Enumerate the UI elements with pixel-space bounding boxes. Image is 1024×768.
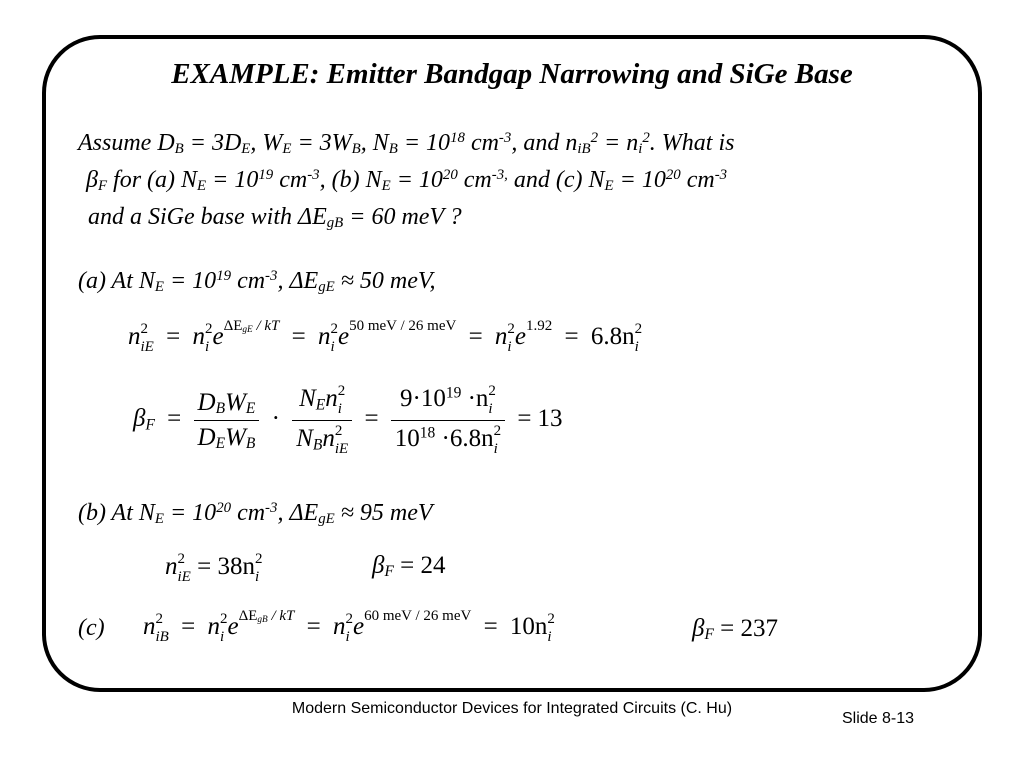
equation-niB-c: n 2 iB = n 2 i $e^{\Delta E_{gB} / kT} = n$ 2 i $e^{60 meV / 26 meV} = 10n$ 2 i	[143, 607, 555, 645]
slide-title: EXAMPLE: Emitter Bandgap Narrowing and SiGe Base	[171, 58, 853, 90]
fraction-dw: $\frac{D_BW_E}{D_EW_B}$	[194, 389, 260, 452]
slide-number: Slide 8-13	[842, 710, 915, 727]
problem-line-3: and a SiGe base with $\Delta E_{gB} = 60$ meV ?	[88, 204, 462, 231]
equation-niE-squared: n 2 iE = n 2 i $e^{\Delta E_{gE} / kT} = n$ 2 i $e^{50 meV / 26 meV} = n$ 2 i $e^{1.92} = 6.8n$ 2 i	[128, 317, 643, 355]
problem-statement	[78, 125, 978, 236]
equation-beta-f-b: $\beta_F = 24$	[372, 552, 446, 581]
part-c-label: (c)	[78, 615, 105, 641]
equation-beta-f-c: $\beta_F = 237$	[692, 615, 779, 644]
problem-line-2: $\beta_F$ for (a) $N_E = 10^{19}$ $cm^{-3}$, (b) $N_E = 10^{20}$ $cm^{-3,}$ and (c) $N_E = 10^{20}$ $cm^{-3}$	[86, 166, 728, 194]
part-b-heading: (b) At $N_E = 10^{20}$ $cm^{-3}$, $\Delta E_{gE} \approx 95$ meV	[78, 499, 433, 527]
problem-line-1: Assume $D_B = 3D_E$, $W_E = 3W_B$, $N_B = 10^{18}$ $cm^{-3}$, and $n_{iB}^2 = n_i^2$. What is	[78, 129, 735, 157]
fraction-nn: $N_En$ 2 i $N_Bn$ 2 iE	[292, 384, 352, 457]
equation-niE-b: n 2 iE = 38n 2 i	[165, 551, 263, 585]
equation-beta-f-a: $\beta_F$ = $\frac{D_BW_E}{D_EW_B}$ · $N_En$ 2 i $N_Bn$ 2 iE = $9\cdot 10^{19} \cdot n$ 2 i $10^{18} \cdot 6.8n$ 2 i = 13	[133, 383, 563, 457]
slide-footer: Modern Semiconductor Devices for Integrated Circuits (C. Hu)	[291, 700, 733, 717]
fraction-numeric: $9\cdot 10^{19} \cdot n$ 2 i $10^{18} \cdot 6.8n$ 2 i	[391, 384, 505, 457]
part-a-heading: (a) At $N_E = 10^{19}$ $cm^{-3}$, $\Delta E_{gE} \approx 50$ meV,	[78, 267, 436, 295]
